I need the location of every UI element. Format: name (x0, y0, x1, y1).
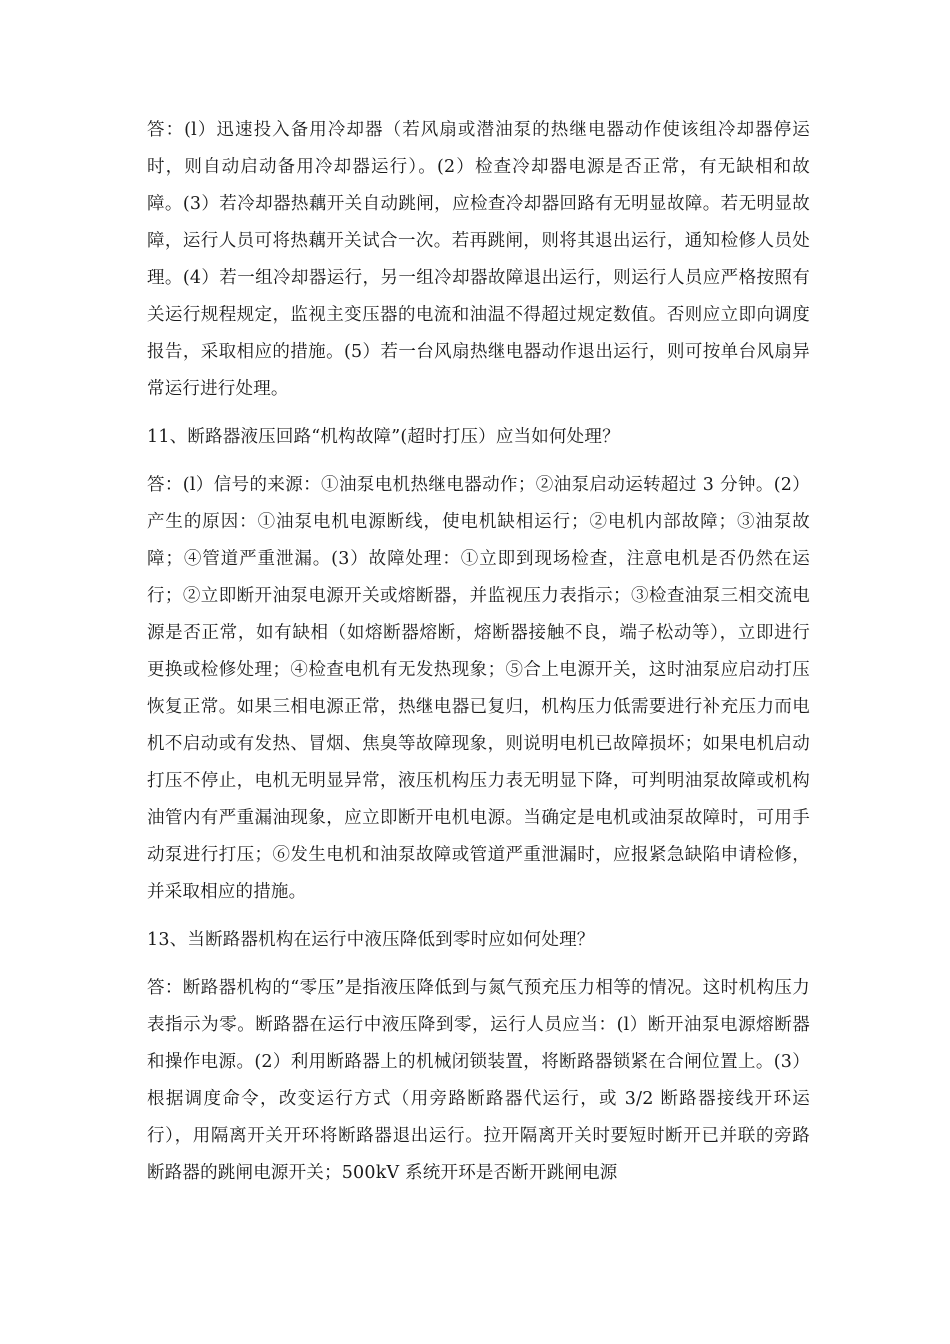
document-body (147, 112, 810, 1203)
answer-paragraph-13: 答：断路器机构的“零压”是指液压降低到与氮气预充压力相等的情况。这时机构压力表指示为零。断路器在运行中液压降到零，运行人员应当：(l）断开油泵电源熔断器和操作电源。(2）利用断路器上的机械闭锁装置，将断路器锁紧在合闸位置上。(3）根据调度命令，改变运行方式（用旁路断路器代运行，或 3/2 断路器接线开环运行），用隔离开关开环将断路器退出运行。拉开隔离开关时要短时断开已并联的旁路断路器的跳闸电源开关；500kV 系统开环是否断开跳闸电源 (147, 978, 810, 1183)
question-heading-11: 11、断路器液压回路“机构故障”(超时打压）应当如何处理？ (147, 427, 620, 447)
answer-paragraph-11: 答：(l）信号的来源：①油泵电机热继电器动作；②油泵启动运转超过 3 分钟。(2）产生的原因：①油泵电机电源断线，使电机缺相运行；②电机内部故障；③油泵故障；④管道严重泄漏。(3）故障处理：①立即到现场检查，注意电机是否仍然在运行；②立即断开油泵电源开关或熔断器，并监视压力表指示；③检查油泵三相交流电源是否正常，如有缺相（如熔断器熔断，熔断器接触不良，端子松动等），立即进行更换或检修处理；④检查电机有无发热现象；⑤合上电源开关，这时油泵应启动打压恢复正常。如果三相电源正常，热继电器已复归，机构压力低需要进行补充压力而电机不启动或有发热、冒烟、焦臭等故障现象，则说明电机已故障损坏；如果电机启动打压不停止，电机无明显异常，液压机构压力表无明显下降，可判明油泵故障或机构油管内有严重漏油现象，应立即断开电机电源。当确定是电机或油泵故障时，可用手动泵进行打压；⑥发生电机和油泵故障或管道严重泄漏时，应报紧急缺陷申请检修，并采取相应的措施。 (147, 475, 810, 902)
question-heading-13: 13、当断路器机构在运行中液压降低到零时应如何处理？ (147, 930, 595, 950)
answer-paragraph-cooler: 答：(l）迅速投入备用冷却器（若风扇或潜油泵的热继电器动作使该组冷却器停运时，则自动启动备用冷却器运行）。(2）检查冷却器电源是否正常，有无缺相和故障。(3）若冷却器热藕开关自动跳闸，应检查冷却器回路有无明显故障。若无明显故障，运行人员可将热藕开关试合一次。若再跳闸，则将其退出运行，通知检修人员处理。(4）若一组冷却器运行，另一组冷却器故障退出运行，则运行人员应严格按照有关运行规程规定，监视主变压器的电流和油温不得超过规定数值。否则应立即向调度报告，采取相应的措施。(5）若一台风扇热继电器动作退出运行，则可按单台风扇异常运行进行处理。 (147, 120, 810, 399)
